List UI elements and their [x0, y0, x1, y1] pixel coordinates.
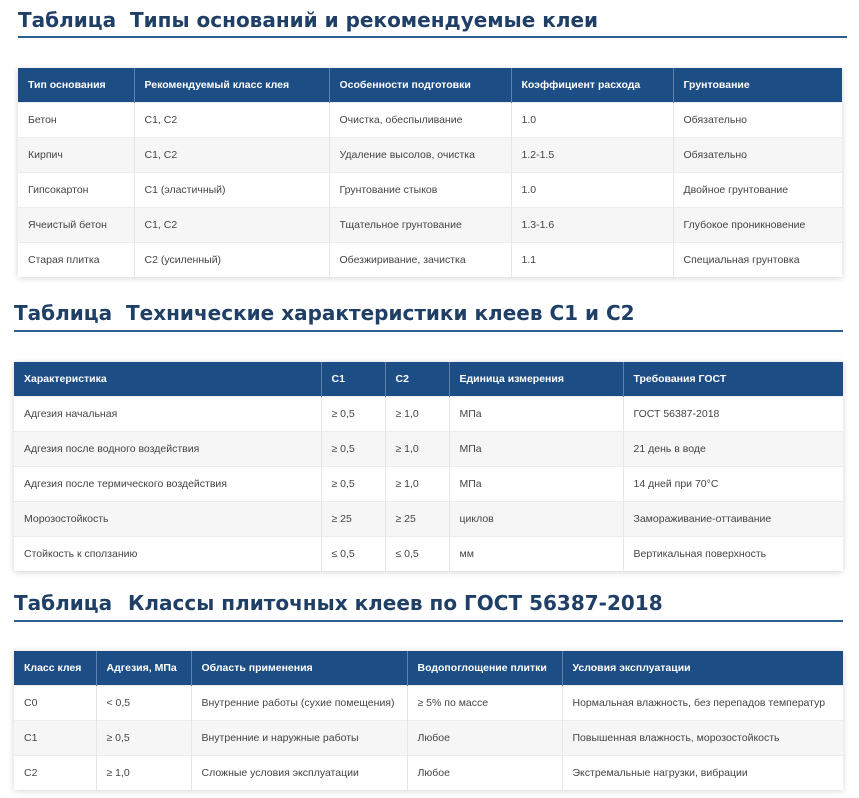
table-cell: С1, С2 — [134, 138, 329, 173]
table-cell: Адгезия после термического воздействия — [14, 467, 321, 502]
column-header: Водопоглощение плитки — [407, 651, 562, 686]
table-cell: ≥ 1,0 — [385, 467, 449, 502]
table-cell: Стойкость к сползанию — [14, 537, 321, 572]
table2 — [14, 362, 843, 571]
table-cell: ≥ 0,5 — [321, 397, 385, 432]
table-cell: < 0,5 — [96, 686, 191, 721]
column-header: Характеристика — [14, 362, 321, 397]
table1-heading-rule — [18, 36, 847, 38]
table-cell: ≥ 0,5 — [321, 467, 385, 502]
table-cell: Внутренние и наружные работы — [191, 721, 407, 756]
table2-heading — [14, 301, 635, 325]
table-cell: МПа — [449, 467, 623, 502]
table-cell: Нормальная влажность, без перепадов температур — [562, 686, 843, 721]
table-cell: С1, С2 — [134, 208, 329, 243]
table-row — [14, 721, 843, 756]
table3-heading-lead: Таблица — [14, 591, 113, 615]
table-cell: Очистка, обеспыливание — [329, 103, 511, 138]
table-cell: ГОСТ 56387-2018 — [623, 397, 843, 432]
column-header: Рекомендуемый класс клея — [134, 68, 329, 103]
table-row — [18, 103, 842, 138]
table-cell: 1.3-1.6 — [511, 208, 673, 243]
table-cell: Вертикальная поверхность — [623, 537, 843, 572]
table-cell: Обезжиривание, зачистка — [329, 243, 511, 278]
table-cell: 1.2-1.5 — [511, 138, 673, 173]
table-cell: мм — [449, 537, 623, 572]
table-row — [18, 138, 842, 173]
table-cell: ≥ 25 — [385, 502, 449, 537]
table-cell: Повышенная влажность, морозостойкость — [562, 721, 843, 756]
table-cell: Бетон — [18, 103, 134, 138]
table-cell: 14 дней при 70°C — [623, 467, 843, 502]
table-row — [18, 243, 842, 278]
table-row — [14, 686, 843, 721]
table-cell: С1 (эластичный) — [134, 173, 329, 208]
column-header: С1 — [321, 362, 385, 397]
table-cell: Двойное грунтование — [673, 173, 842, 208]
table-cell: Внутренние работы (сухие помещения) — [191, 686, 407, 721]
table-cell: Тщательное грунтование — [329, 208, 511, 243]
table-cell: Адгезия после водного воздействия — [14, 432, 321, 467]
column-header: Требования ГОСТ — [623, 362, 843, 397]
table-cell: С2 — [14, 756, 96, 791]
table-cell: Любое — [407, 721, 562, 756]
column-header: Грунтование — [673, 68, 842, 103]
table-row — [14, 467, 843, 502]
table-row — [14, 502, 843, 537]
table1 — [18, 68, 842, 277]
column-header: Область применения — [191, 651, 407, 686]
table-cell: Экстремальные нагрузки, вибрации — [562, 756, 843, 791]
table-cell: С2 (усиленный) — [134, 243, 329, 278]
table-cell: Любое — [407, 756, 562, 791]
table-cell: ≥ 25 — [321, 502, 385, 537]
table-cell: Обязательно — [673, 103, 842, 138]
table-cell: 1.0 — [511, 103, 673, 138]
table-cell: Замораживание-оттаивание — [623, 502, 843, 537]
table-cell: Гипсокартон — [18, 173, 134, 208]
table-cell: С1, С2 — [134, 103, 329, 138]
table-cell: МПа — [449, 432, 623, 467]
table-cell: Старая плитка — [18, 243, 134, 278]
table-row — [14, 397, 843, 432]
table-row — [18, 173, 842, 208]
table3-heading-title: Классы плиточных клеев по ГОСТ 56387-2018 — [128, 591, 663, 615]
table2-heading-rule — [14, 330, 843, 332]
table1-heading-title: Типы оснований и рекомендуемые клеи — [130, 8, 599, 32]
table1-heading — [18, 8, 598, 32]
column-header: Класс клея — [14, 651, 96, 686]
table-cell: циклов — [449, 502, 623, 537]
table-cell: ≥ 1,0 — [96, 756, 191, 791]
table1-heading-lead: Таблица — [18, 8, 117, 32]
table2-heading-lead: Таблица — [14, 301, 113, 325]
table-cell: ≥ 1,0 — [385, 397, 449, 432]
table-cell: 1.0 — [511, 173, 673, 208]
column-header: Тип основания — [18, 68, 134, 103]
table-cell: Специальная грунтовка — [673, 243, 842, 278]
table-cell: ≥ 1,0 — [385, 432, 449, 467]
table-row — [14, 432, 843, 467]
table-cell: Кирпич — [18, 138, 134, 173]
table-cell: 21 день в воде — [623, 432, 843, 467]
table-cell: МПа — [449, 397, 623, 432]
table-cell: ≥ 5% по массе — [407, 686, 562, 721]
column-header: Адгезия, МПа — [96, 651, 191, 686]
table-row — [14, 756, 843, 791]
table-cell: С1 — [14, 721, 96, 756]
column-header: С2 — [385, 362, 449, 397]
column-header: Особенности подготовки — [329, 68, 511, 103]
table-cell: Сложные условия эксплуатации — [191, 756, 407, 791]
column-header: Коэффициент расхода — [511, 68, 673, 103]
table-cell: Обязательно — [673, 138, 842, 173]
table-cell: Морозостойкость — [14, 502, 321, 537]
column-header: Единица измерения — [449, 362, 623, 397]
table3-heading — [14, 591, 663, 615]
table-row — [18, 208, 842, 243]
table-cell: Адгезия начальная — [14, 397, 321, 432]
table3-heading-rule — [14, 620, 843, 622]
table-cell: Грунтование стыков — [329, 173, 511, 208]
table-cell: С0 — [14, 686, 96, 721]
table-cell: ≤ 0,5 — [321, 537, 385, 572]
column-header: Условия эксплуатации — [562, 651, 843, 686]
table-cell: ≤ 0,5 — [385, 537, 449, 572]
table-cell: Глубокое проникновение — [673, 208, 842, 243]
table3 — [14, 651, 843, 790]
table-cell: 1.1 — [511, 243, 673, 278]
table2-heading-title: Технические характеристики клеев С1 и С2 — [126, 301, 635, 325]
table-cell: Ячеистый бетон — [18, 208, 134, 243]
table-cell: Удаление высолов, очистка — [329, 138, 511, 173]
table-cell: ≥ 0,5 — [321, 432, 385, 467]
table-cell: ≥ 0,5 — [96, 721, 191, 756]
table-row — [14, 537, 843, 572]
